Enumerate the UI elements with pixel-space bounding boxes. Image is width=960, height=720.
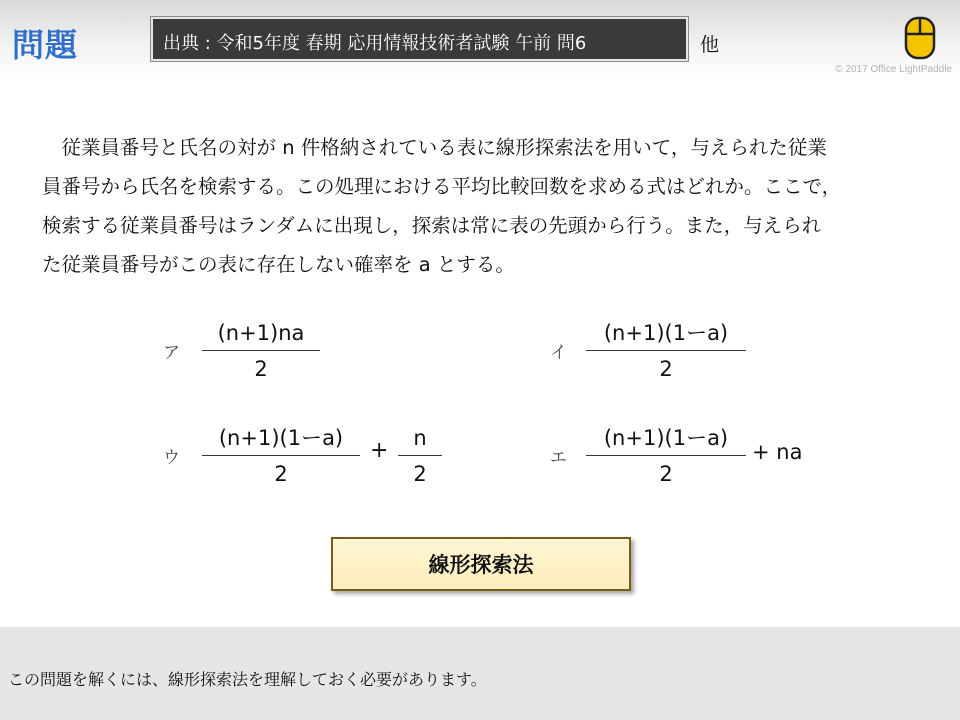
choice-i-label[interactable]: イ: [550, 343, 567, 363]
copyright: © 2017 Office LightPaddle: [835, 64, 952, 75]
choice-e-numerator: (n+1)(1ーa): [603, 426, 729, 450]
choice-u-numerator: (n+1)(1ーa): [218, 426, 344, 450]
source-box: [151, 17, 688, 61]
plus-operator: +: [370, 438, 389, 463]
source-text: 出典 : 令和5年度 春期 応用情報技術者試験 午前 問6: [163, 33, 587, 54]
fraction-bar: [586, 455, 746, 456]
question-line: 検索する従業員番号はランダムに出現し，探索は常に表の先頭から行う。また，与えられ: [42, 214, 822, 237]
choice-u-numerator-2: n: [413, 426, 427, 450]
keyword-button[interactable]: 線形探索法: [331, 537, 631, 591]
header: [0, 0, 960, 78]
choice-u-label[interactable]: ウ: [163, 448, 180, 468]
fraction-bar: [398, 455, 442, 456]
fraction-bar: [586, 350, 746, 351]
choice-a-fraction[interactable]: [202, 318, 320, 384]
question-text: [42, 128, 922, 284]
choice-a-denominator: 2: [254, 357, 268, 381]
choice-u-denominator: 2: [274, 462, 288, 486]
mouse-icon[interactable]: [904, 16, 936, 60]
source-suffix: 他: [700, 34, 720, 56]
question-line: た従業員番号がこの表に存在しない確率を a とする。: [42, 253, 515, 276]
choice-i-numerator: (n+1)(1ーa): [603, 321, 729, 345]
fraction-bar: [202, 350, 320, 351]
choice-i-denominator: 2: [659, 357, 673, 381]
footer-text: この問題を解くには、線形探索法を理解しておく必要があります。: [8, 670, 487, 689]
choice-e-label[interactable]: エ: [550, 448, 567, 468]
choice-u-fraction[interactable]: [202, 423, 360, 489]
question-line: 員番号から氏名を検索する。この処理における平均比較回数を求める式はどれか。ここで，: [42, 175, 842, 198]
choice-u-denominator-2: 2: [413, 462, 427, 486]
choice-a-numerator: (n+1)na: [217, 321, 305, 345]
question-line: 従業員番号と氏名の対が n 件格納されている表に線形探索法を用いて，与えられた従業: [42, 136, 827, 159]
page-title: 問題: [12, 26, 79, 64]
footer: [0, 627, 960, 720]
choice-a-label[interactable]: ア: [163, 343, 180, 363]
choice-e-suffix: + na: [752, 440, 803, 464]
choice-u-fraction-2: [398, 423, 442, 489]
choice-e-denominator: 2: [659, 462, 673, 486]
choice-i-fraction[interactable]: [586, 318, 746, 384]
choice-e-fraction[interactable]: [586, 423, 746, 489]
fraction-bar: [202, 455, 360, 456]
